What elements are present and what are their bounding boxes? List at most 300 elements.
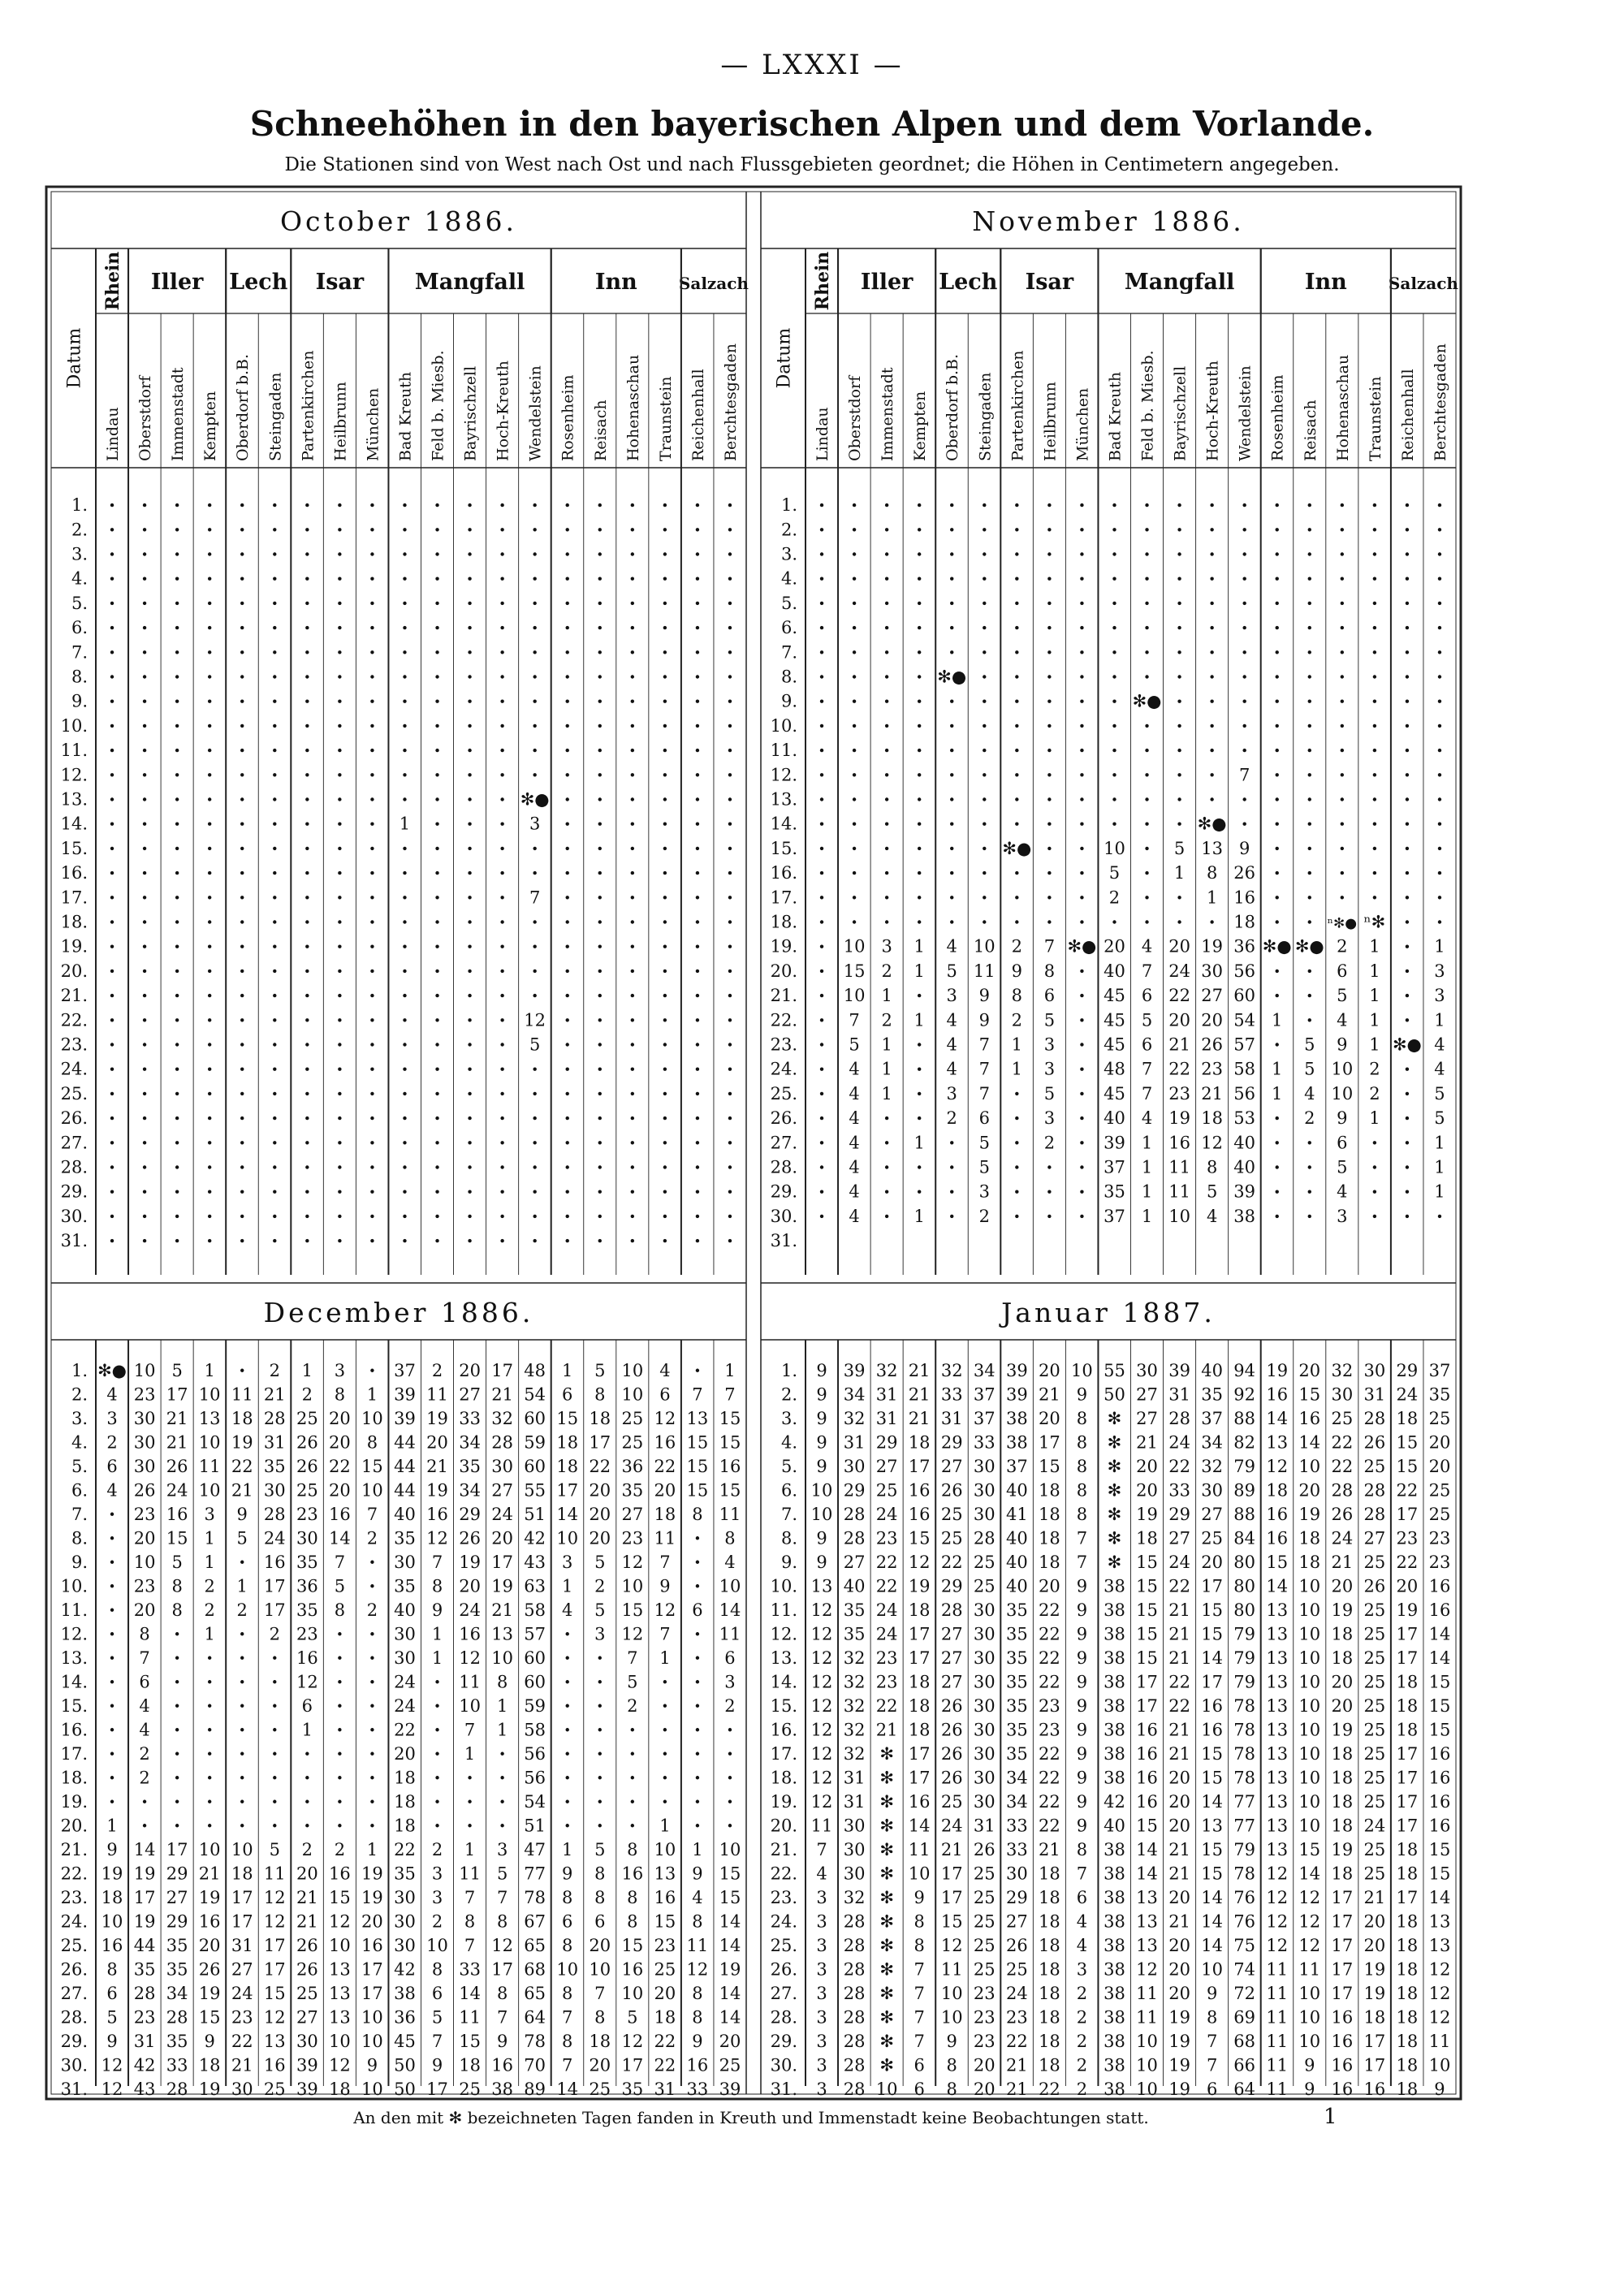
snow-depth-cell: 5 xyxy=(236,1528,248,1548)
no-snow-dot xyxy=(1406,700,1409,703)
snow-depth-cell: 18 xyxy=(1039,1504,1060,1524)
no-snow-dot xyxy=(1210,503,1213,507)
snow-depth-cell: 9 xyxy=(366,2055,378,2075)
no-snow-dot xyxy=(110,1141,114,1144)
station-name: Berchtesgaden xyxy=(1431,343,1449,461)
no-snow-dot xyxy=(566,1043,569,1046)
no-snow-dot xyxy=(110,1656,114,1660)
snow-depth-cell: 10 xyxy=(589,1959,611,1980)
snow-depth-cell: 4 xyxy=(946,936,957,957)
snow-depth-cell: 1 xyxy=(301,1360,313,1380)
table-row xyxy=(781,1384,1450,1404)
no-snow-dot xyxy=(533,847,536,850)
snow-depth-cell: 30 xyxy=(394,1935,416,1955)
table-row xyxy=(61,986,732,1005)
snow-depth-cell: 9 xyxy=(1206,1983,1218,2003)
snow-depth-cell: 7 xyxy=(1141,1059,1153,1079)
snow-depth-cell: 19 xyxy=(1331,1600,1354,1620)
snow-depth-cell: 38 xyxy=(1005,1432,1028,1453)
no-snow-dot xyxy=(305,700,309,703)
no-snow-dot xyxy=(631,1239,634,1242)
no-snow-dot xyxy=(435,823,438,826)
snow-depth-cell: 16 xyxy=(459,1624,481,1644)
snow-depth-cell: ✻● xyxy=(1392,1034,1422,1055)
snow-depth-cell: 54 xyxy=(1233,1010,1256,1030)
day-label: 22. xyxy=(60,1010,88,1030)
no-snow-dot xyxy=(631,1215,634,1218)
no-snow-dot xyxy=(1047,871,1051,875)
no-snow-dot xyxy=(885,700,888,703)
snow-depth-cell: 2 xyxy=(106,1432,118,1453)
no-snow-dot xyxy=(143,1043,146,1046)
no-snow-dot xyxy=(983,871,986,875)
no-snow-dot xyxy=(1341,577,1344,581)
snow-depth-cell: 23 xyxy=(875,1528,898,1548)
no-snow-dot xyxy=(1047,823,1051,826)
no-snow-dot xyxy=(631,1190,634,1194)
snow-depth-cell: 23 xyxy=(1168,1083,1190,1103)
snow-depth-cell: 9 xyxy=(816,1528,827,1548)
no-snow-dot xyxy=(566,552,569,555)
no-snow-dot xyxy=(853,896,856,899)
snow-depth-cell: 29 xyxy=(459,1504,481,1524)
no-snow-dot xyxy=(240,1728,244,1731)
no-snow-dot xyxy=(696,650,699,654)
snow-depth-cell: 20 xyxy=(296,1864,318,1884)
snow-depth-cell: 20 xyxy=(198,1935,221,1955)
snow-depth-cell: 5 xyxy=(627,2007,638,2028)
day-label: 29. xyxy=(60,2031,88,2051)
no-snow-dot xyxy=(918,552,921,555)
day-label: 28. xyxy=(60,1157,88,1177)
snow-depth-cell: 5 xyxy=(1337,1157,1348,1177)
snow-depth-cell: 18 xyxy=(908,1720,931,1740)
snow-depth-cell: 3 xyxy=(529,814,541,834)
snow-depth-cell: 12 xyxy=(491,1935,513,1955)
snow-depth-cell: 12 xyxy=(1266,1456,1289,1476)
snow-depth-cell: 20 xyxy=(589,1504,611,1524)
no-snow-dot xyxy=(1373,626,1376,629)
no-snow-dot xyxy=(1047,773,1051,776)
no-snow-dot xyxy=(728,503,732,507)
no-snow-dot xyxy=(728,896,732,899)
no-snow-dot xyxy=(598,1190,602,1194)
snow-depth-cell: 12 xyxy=(810,1648,833,1668)
no-snow-dot xyxy=(663,1680,667,1683)
snow-depth-cell: 8 xyxy=(1206,1157,1218,1177)
snow-depth-cell: 10 xyxy=(556,1959,579,1980)
no-snow-dot xyxy=(110,920,114,923)
no-snow-dot xyxy=(1308,650,1311,654)
snow-depth-cell: 3 xyxy=(106,1408,118,1428)
no-snow-dot xyxy=(566,749,569,752)
no-snow-dot xyxy=(885,724,888,728)
snow-depth-cell: 26 xyxy=(1363,1432,1386,1453)
no-snow-dot xyxy=(338,749,341,752)
no-snow-dot xyxy=(983,823,986,826)
no-snow-dot xyxy=(885,896,888,899)
no-snow-dot xyxy=(435,1116,438,1120)
day-label: 17. xyxy=(770,1743,797,1764)
no-snow-dot xyxy=(820,577,823,581)
snow-depth-cell: 29 xyxy=(843,1480,866,1501)
no-snow-dot xyxy=(1080,602,1083,605)
day-label: 2. xyxy=(780,520,797,540)
no-snow-dot xyxy=(338,1165,341,1168)
snow-depth-cell: 8 xyxy=(946,2079,957,2099)
snow-depth-cell: 44 xyxy=(394,1480,416,1501)
snow-depth-cell: 6 xyxy=(106,1983,118,2003)
no-snow-dot xyxy=(918,577,921,581)
snow-depth-cell: 35 xyxy=(1201,1384,1223,1405)
no-snow-dot xyxy=(820,994,823,997)
no-snow-dot xyxy=(598,847,602,850)
snow-depth-cell: 57 xyxy=(1233,1034,1256,1055)
no-snow-dot xyxy=(208,1704,211,1708)
snow-depth-cell: ✻ xyxy=(879,1743,894,1764)
snow-depth-cell: 39 xyxy=(1005,1384,1028,1405)
no-snow-dot xyxy=(1080,749,1083,752)
snow-depth-cell: 33 xyxy=(166,2055,188,2075)
snow-depth-cell: 1 xyxy=(496,1695,508,1716)
snow-depth-cell: 21 xyxy=(1168,1864,1190,1884)
no-snow-dot xyxy=(1145,797,1148,801)
snow-depth-cell: 6 xyxy=(431,1983,443,2003)
no-snow-dot xyxy=(1438,503,1441,507)
snow-depth-cell: 13 xyxy=(1428,1935,1451,1955)
snow-depth-cell: 23 xyxy=(133,1384,156,1405)
no-snow-dot xyxy=(370,896,374,899)
day-label: 12. xyxy=(60,765,88,785)
snow-depth-cell: 23 xyxy=(875,1672,898,1692)
no-snow-dot xyxy=(1341,503,1344,507)
snow-depth-cell: 5 xyxy=(171,1552,183,1572)
table-row xyxy=(61,1084,732,1103)
snow-depth-cell: 21 xyxy=(426,1456,448,1476)
no-snow-dot xyxy=(1145,773,1148,776)
snow-depth-cell: 1 xyxy=(1206,888,1218,908)
no-snow-dot xyxy=(175,970,179,973)
snow-depth-cell: 35 xyxy=(1005,1720,1028,1740)
snow-depth-cell: 78 xyxy=(1233,1720,1256,1740)
snow-depth-cell: 4 xyxy=(724,1552,736,1572)
table-row xyxy=(61,961,732,981)
snow-depth-cell: 23 xyxy=(1428,1528,1451,1548)
river-group-label: Mangfall xyxy=(414,270,525,295)
no-snow-dot xyxy=(696,1092,699,1095)
no-snow-dot xyxy=(110,1043,114,1046)
no-snow-dot xyxy=(598,1800,602,1803)
no-snow-dot xyxy=(1080,626,1083,629)
snow-depth-cell: 30 xyxy=(1136,1360,1158,1380)
no-snow-dot xyxy=(1276,896,1279,899)
snow-depth-cell: 8 xyxy=(431,1959,443,1980)
no-snow-dot xyxy=(1308,1215,1311,1218)
no-snow-dot xyxy=(1341,797,1344,801)
no-snow-dot xyxy=(110,1239,114,1242)
no-snow-dot xyxy=(500,552,503,555)
no-snow-dot xyxy=(338,1800,341,1803)
snow-depth-cell: 37 xyxy=(973,1384,996,1405)
snow-depth-cell: 20 xyxy=(1396,1576,1419,1596)
no-snow-dot xyxy=(696,994,699,997)
no-snow-dot xyxy=(338,1239,341,1242)
snow-depth-cell: 20 xyxy=(1168,1010,1190,1030)
day-label: 23. xyxy=(60,1887,88,1907)
snow-depth-cell: 10 xyxy=(1298,1672,1321,1692)
no-snow-dot xyxy=(696,528,699,531)
snow-depth-cell: 13 xyxy=(1266,1624,1289,1644)
table-row xyxy=(61,1720,732,1739)
snow-depth-cell: 33 xyxy=(686,2079,709,2099)
no-snow-dot xyxy=(950,626,953,629)
no-snow-dot xyxy=(1276,1165,1279,1168)
no-snow-dot xyxy=(566,1776,569,1779)
snow-depth-cell: ✻ xyxy=(1107,1480,1122,1501)
snow-depth-cell: 38 xyxy=(1104,1743,1125,1764)
station-name: Lindau xyxy=(104,407,123,461)
snow-depth-cell: 15 xyxy=(1428,1864,1451,1884)
no-snow-dot xyxy=(696,1680,699,1683)
table-row xyxy=(71,1480,741,1500)
no-snow-dot xyxy=(143,1215,146,1218)
no-snow-dot xyxy=(1438,823,1441,826)
station-name: Reisach xyxy=(1301,399,1320,461)
snow-depth-cell: 40 xyxy=(1233,1157,1256,1177)
table-row xyxy=(771,1816,1451,1835)
snow-depth-cell: 20 xyxy=(1331,1695,1354,1716)
snow-depth-cell: ✻ xyxy=(879,1768,894,1788)
snow-depth-cell: 24 xyxy=(1168,1552,1190,1572)
no-snow-dot xyxy=(338,675,341,678)
snow-depth-cell: 42 xyxy=(133,2055,156,2075)
no-snow-dot xyxy=(468,1092,471,1095)
snow-depth-cell: 35 xyxy=(1005,1672,1028,1692)
no-snow-dot xyxy=(983,847,986,850)
no-snow-dot xyxy=(435,528,438,531)
snow-depth-cell: 17 xyxy=(166,1839,188,1859)
no-snow-dot xyxy=(820,896,823,899)
day-label: 15. xyxy=(60,1695,88,1716)
river-group-label: Iller xyxy=(860,270,914,295)
no-snow-dot xyxy=(240,797,244,801)
snow-depth-cell: 9 xyxy=(1076,1384,1088,1405)
snow-depth-cell: 88 xyxy=(1233,1504,1256,1524)
no-snow-dot xyxy=(631,994,634,997)
no-snow-dot xyxy=(1341,773,1344,776)
no-snow-dot xyxy=(1373,1215,1376,1218)
no-snow-dot xyxy=(500,1092,503,1095)
snow-depth-cell: 12 xyxy=(654,1600,676,1620)
no-snow-dot xyxy=(1210,626,1213,629)
no-snow-dot xyxy=(1308,700,1311,703)
day-label: 11. xyxy=(60,741,88,761)
no-snow-dot xyxy=(500,1018,503,1021)
snow-depth-cell: 1 xyxy=(1272,1059,1283,1079)
no-snow-dot xyxy=(1145,896,1148,899)
snow-depth-cell: 17 xyxy=(621,2055,644,2075)
snow-depth-cell: 25 xyxy=(621,1432,644,1453)
no-snow-dot xyxy=(240,1215,244,1218)
snow-depth-cell: 14 xyxy=(719,2007,741,2028)
snow-depth-cell: 34 xyxy=(459,1480,481,1501)
day-label: 15. xyxy=(770,1695,797,1716)
snow-depth-cell: 27 xyxy=(459,1384,481,1405)
no-snow-dot xyxy=(663,724,667,728)
snow-depth-cell: 26 xyxy=(198,1959,221,1980)
snow-depth-cell: 20 xyxy=(1331,1576,1354,1596)
snow-depth-cell: 18 xyxy=(1039,1887,1060,1907)
snow-depth-cell: 25 xyxy=(940,1528,963,1548)
no-snow-dot xyxy=(403,1068,406,1071)
no-snow-dot xyxy=(631,700,634,703)
day-label: 4. xyxy=(71,568,88,589)
snow-depth-cell: 30 xyxy=(973,1791,996,1812)
no-snow-dot xyxy=(468,773,471,776)
no-snow-dot xyxy=(696,1190,699,1194)
no-snow-dot xyxy=(208,1239,211,1242)
no-snow-dot xyxy=(533,1215,536,1218)
snow-depth-cell: 6 xyxy=(692,1600,703,1620)
no-snow-dot xyxy=(435,1728,438,1731)
snow-depth-cell: 5 xyxy=(529,1034,541,1055)
snow-depth-cell: 15 xyxy=(1201,1839,1223,1859)
snow-depth-cell: 20 xyxy=(1104,936,1125,957)
no-snow-dot xyxy=(696,823,699,826)
no-snow-dot xyxy=(1047,577,1051,581)
snow-depth-cell: 1 xyxy=(204,1552,215,1572)
no-snow-dot xyxy=(533,945,536,948)
snow-depth-cell: 20 xyxy=(1168,1983,1190,2003)
snow-depth-cell: 16 xyxy=(1201,1720,1223,1740)
snow-depth-cell: 11 xyxy=(719,1504,741,1524)
no-snow-dot xyxy=(533,528,536,531)
no-snow-dot xyxy=(338,920,341,923)
snow-depth-cell: 12 xyxy=(329,1911,351,1932)
no-snow-dot xyxy=(533,1116,536,1120)
no-snow-dot xyxy=(143,700,146,703)
snow-depth-cell: 28 xyxy=(973,1528,996,1548)
snow-depth-cell: 20 xyxy=(589,1935,611,1955)
no-snow-dot xyxy=(696,871,699,875)
no-snow-dot xyxy=(370,920,374,923)
snow-depth-cell: 26 xyxy=(459,1528,481,1548)
snow-depth-cell: 2 xyxy=(204,1576,215,1596)
snow-depth-cell: 16 xyxy=(361,1935,383,1955)
table-row xyxy=(771,1696,1451,1716)
table-row xyxy=(71,1432,741,1452)
river-group-label: Lech xyxy=(229,270,288,295)
snow-depth-cell: 2 xyxy=(1304,1108,1315,1129)
no-snow-dot xyxy=(1015,1215,1018,1218)
snow-depth-cell: 24 xyxy=(1168,1432,1190,1453)
snow-depth-cell: 18 xyxy=(589,1408,611,1428)
no-snow-dot xyxy=(918,1068,921,1071)
day-label: 23. xyxy=(770,1887,797,1907)
snow-depth-cell: 18 xyxy=(1331,1624,1354,1644)
snow-depth-cell: 22 xyxy=(1168,1456,1190,1476)
station-name: Feld b. Miesb. xyxy=(1138,350,1157,461)
no-snow-dot xyxy=(110,749,114,752)
snow-depth-cell: 40 xyxy=(1005,1552,1028,1572)
no-snow-dot xyxy=(631,650,634,654)
no-snow-dot xyxy=(110,1800,114,1803)
no-snow-dot xyxy=(1047,700,1051,703)
snow-depth-cell: 1 xyxy=(881,1059,892,1079)
snow-depth-cell: 12 xyxy=(810,1695,833,1716)
snow-depth-cell: 12 xyxy=(1428,1983,1451,2003)
day-label: 29. xyxy=(770,2031,797,2051)
snow-depth-cell: 35 xyxy=(1428,1384,1451,1405)
no-snow-dot xyxy=(820,1190,823,1194)
no-snow-dot xyxy=(305,1165,309,1168)
snow-depth-cell: 7 xyxy=(914,2007,925,2028)
station-name: Reisach xyxy=(591,399,610,461)
no-snow-dot xyxy=(500,1141,503,1144)
no-snow-dot xyxy=(175,847,179,850)
snow-depth-cell: 15 xyxy=(1428,1695,1451,1716)
no-snow-dot xyxy=(1373,552,1376,555)
snow-depth-cell: 25 xyxy=(654,1959,676,1980)
snow-depth-cell: 3 xyxy=(1043,1059,1056,1079)
no-snow-dot xyxy=(273,724,276,728)
no-snow-dot xyxy=(663,602,667,605)
no-snow-dot xyxy=(696,1704,699,1708)
no-snow-dot xyxy=(240,1116,244,1120)
snow-depth-cell: 28 xyxy=(843,1504,866,1524)
day-label: 7. xyxy=(780,1504,797,1524)
no-snow-dot xyxy=(175,1680,179,1683)
snow-depth-cell: 17 xyxy=(1396,1768,1419,1788)
snow-depth-cell: 7 xyxy=(366,1504,378,1524)
snow-depth-cell: 12 xyxy=(1136,1959,1158,1980)
no-snow-dot xyxy=(273,577,276,581)
snow-depth-cell: 14 xyxy=(908,1816,931,1836)
no-snow-dot xyxy=(533,773,536,776)
no-snow-dot xyxy=(208,1043,211,1046)
no-snow-dot xyxy=(175,1704,179,1708)
no-snow-dot xyxy=(1210,700,1213,703)
no-snow-dot xyxy=(1080,1018,1083,1021)
no-snow-dot xyxy=(143,602,146,605)
snow-depth-cell: 9 xyxy=(562,1864,573,1884)
snow-depth-cell: 26 xyxy=(296,1432,318,1453)
no-snow-dot xyxy=(1308,1190,1311,1194)
table-row xyxy=(61,1010,732,1030)
snow-depth-cell: 10 xyxy=(1298,1768,1321,1788)
no-snow-dot xyxy=(403,970,406,973)
no-snow-dot xyxy=(208,773,211,776)
no-snow-dot xyxy=(1080,797,1083,801)
no-snow-dot xyxy=(1112,577,1116,581)
no-snow-dot xyxy=(696,503,699,507)
snow-depth-cell: 18 xyxy=(1396,1864,1419,1884)
snow-depth-cell: 17 xyxy=(166,1384,188,1405)
snow-depth-cell: 1 xyxy=(659,1648,671,1668)
no-snow-dot xyxy=(435,797,438,801)
snow-depth-cell: 35 xyxy=(1104,1181,1125,1202)
no-snow-dot xyxy=(566,675,569,678)
snow-depth-cell: 8 xyxy=(627,1887,638,1907)
no-snow-dot xyxy=(885,1116,888,1120)
snow-depth-cell: 9 xyxy=(1076,1743,1088,1764)
snow-depth-cell: 16 xyxy=(263,1552,286,1572)
no-snow-dot xyxy=(1276,577,1279,581)
table-row xyxy=(771,1084,1445,1103)
snow-depth-cell: 11 xyxy=(654,1528,676,1548)
snow-depth-cell: 19 xyxy=(1168,2079,1190,2099)
snow-depth-cell: 33 xyxy=(1005,1839,1028,1859)
